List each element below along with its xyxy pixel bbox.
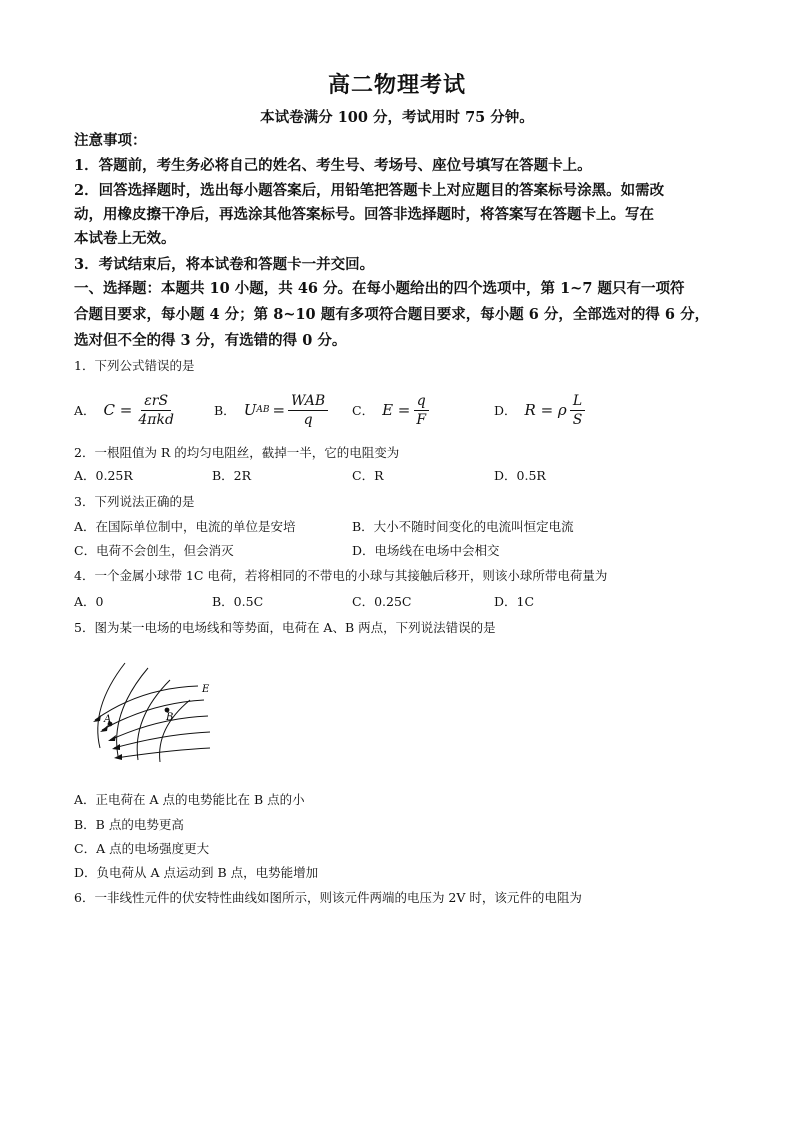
q3-option-c: C．电荷不会创生，但会消灭 bbox=[74, 543, 234, 558]
field-arrow-2 bbox=[100, 725, 108, 732]
q4-option-c: C．0.25C bbox=[352, 594, 412, 609]
formula-b-lhs: U bbox=[243, 401, 257, 419]
question-3-stem: 3．下列说法正确的是 bbox=[74, 494, 195, 509]
formula-c-numerator: q bbox=[414, 392, 429, 411]
q3-option-d: D．电场线在电场中会相交 bbox=[352, 543, 500, 558]
q2-option-d: D．0.5R bbox=[494, 468, 546, 483]
section-intro-line-3: 选对但不全的得 3 分，有选错的得 0 分。 bbox=[74, 332, 347, 349]
q4-option-b: B．0.5C bbox=[212, 594, 264, 609]
formula-field-strength bbox=[382, 392, 432, 429]
notes-heading: 注意事项： bbox=[74, 132, 147, 149]
formula-b-equals: = bbox=[272, 401, 286, 419]
formula-capacitance bbox=[104, 392, 180, 429]
q1-option-c bbox=[352, 388, 432, 432]
formula-b-numerator: WAB bbox=[288, 392, 328, 411]
formula-resistance bbox=[525, 392, 589, 429]
formula-a-numerator: εrS bbox=[141, 392, 171, 411]
question-2-stem: 2．一根阻值为 R 的均匀电阻丝，截掉一半，它的电阻变为 bbox=[74, 445, 400, 460]
formula-c-denominator: F bbox=[416, 411, 427, 428]
formula-a-denominator: 4πkd bbox=[138, 411, 174, 428]
q2-option-b: B．2R bbox=[212, 468, 252, 483]
q4-option-d: D．1C bbox=[494, 594, 535, 609]
q2-option-c: C．R bbox=[352, 468, 384, 483]
question-1-stem: 1．下列公式错误的是 bbox=[74, 358, 195, 373]
field-line-2 bbox=[102, 700, 204, 730]
q3-option-a: A．在国际单位制中，电流的单位是安培 bbox=[74, 519, 296, 534]
q1-option-d-label: D． bbox=[494, 403, 517, 418]
field-line-3 bbox=[110, 716, 208, 740]
q1-option-a bbox=[74, 388, 180, 432]
point-a-label: A bbox=[104, 714, 112, 725]
q5-option-b: B．B 点的电势更高 bbox=[74, 817, 184, 832]
q1-option-b bbox=[214, 388, 331, 432]
question-5-stem: 5．图为某一电场的电场线和等势面，电荷在 A、B 两点，下列说法错误的是 bbox=[74, 620, 496, 635]
question-1-options bbox=[74, 388, 714, 432]
formula-b-subscript: AB bbox=[256, 405, 270, 415]
question-6-stem: 6．一非线性元件的伏安特性曲线如图所示，则该元件两端的电压为 2V 时，该元件的电阻为 bbox=[74, 890, 582, 905]
field-arrow-3 bbox=[108, 735, 116, 741]
note-line-3: 动，用橡皮擦干净后，再选涂其他答案标号。回答非选择题时，将答案写在答题卡上。写在 bbox=[74, 206, 654, 223]
electric-field-diagram bbox=[80, 648, 220, 763]
point-b-label: B bbox=[166, 712, 174, 723]
q5-option-d: D．负电荷从 A 点运动到 B 点，电势能增加 bbox=[74, 865, 319, 880]
formula-b-denominator: q bbox=[303, 411, 313, 428]
section-intro-line-2: 合题目要求，每小题 4 分；第 8~10 题有多项符合题目要求，每小题 6 分，全部选对的得 6 分， bbox=[74, 306, 710, 323]
q1-option-c-label: C． bbox=[352, 403, 375, 418]
note-line-4: 本试卷上无效。 bbox=[74, 230, 176, 247]
field-label-e: E bbox=[202, 684, 210, 695]
q5-option-c: C．A 点的电场强度更大 bbox=[74, 841, 210, 856]
page-subtitle: 本试卷满分 100 分，考试用时 75 分钟。 bbox=[260, 109, 534, 126]
note-line-2: 2．回答选择题时，选出每小题答案后，用铅笔把答题卡上对应题目的答案标号涂黑。如需改 bbox=[74, 182, 665, 199]
field-arrow-1 bbox=[93, 715, 101, 722]
formula-d-numerator: L bbox=[570, 392, 585, 411]
q1-option-a-label: A． bbox=[74, 403, 96, 418]
q1-option-b-label: B． bbox=[214, 403, 236, 418]
q4-option-a: A．0 bbox=[74, 594, 104, 609]
formula-d-denominator: S bbox=[572, 411, 583, 428]
field-arrow-4 bbox=[112, 744, 120, 750]
equipotential-line-4 bbox=[160, 700, 190, 762]
question-4-stem: 4．一个金属小球带 1C 电荷，若将相同的不带电的小球与其接触后移开，则该小球所带电荷量为 bbox=[74, 568, 608, 583]
field-line-5 bbox=[116, 748, 210, 758]
page-title: 高二物理考试 bbox=[327, 72, 466, 98]
q2-option-a: A．0.25R bbox=[74, 468, 133, 483]
formula-potential-difference bbox=[244, 392, 331, 429]
section-intro-line-1: 一、选择题：本题共 10 小题，共 46 分。在每小题给出的四个选项中，第 1~7 题只有一项符 bbox=[74, 280, 685, 297]
formula-a-lhs: C = bbox=[103, 401, 133, 419]
q1-option-d bbox=[494, 388, 588, 432]
q5-option-a: A．正电荷在 A 点的电势能比在 B 点的小 bbox=[74, 792, 305, 807]
formula-c-lhs: E = bbox=[382, 401, 411, 419]
formula-d-lhs: R = ρ bbox=[524, 401, 567, 419]
note-line-1: 1．答题前，考生务必将自己的姓名、考生号、考场号、座位号填写在答题卡上。 bbox=[74, 157, 592, 174]
note-line-5: 3．考试结束后，将本试卷和答题卡一并交回。 bbox=[74, 256, 375, 273]
q3-option-b: B．大小不随时间变化的电流叫恒定电流 bbox=[352, 519, 574, 534]
